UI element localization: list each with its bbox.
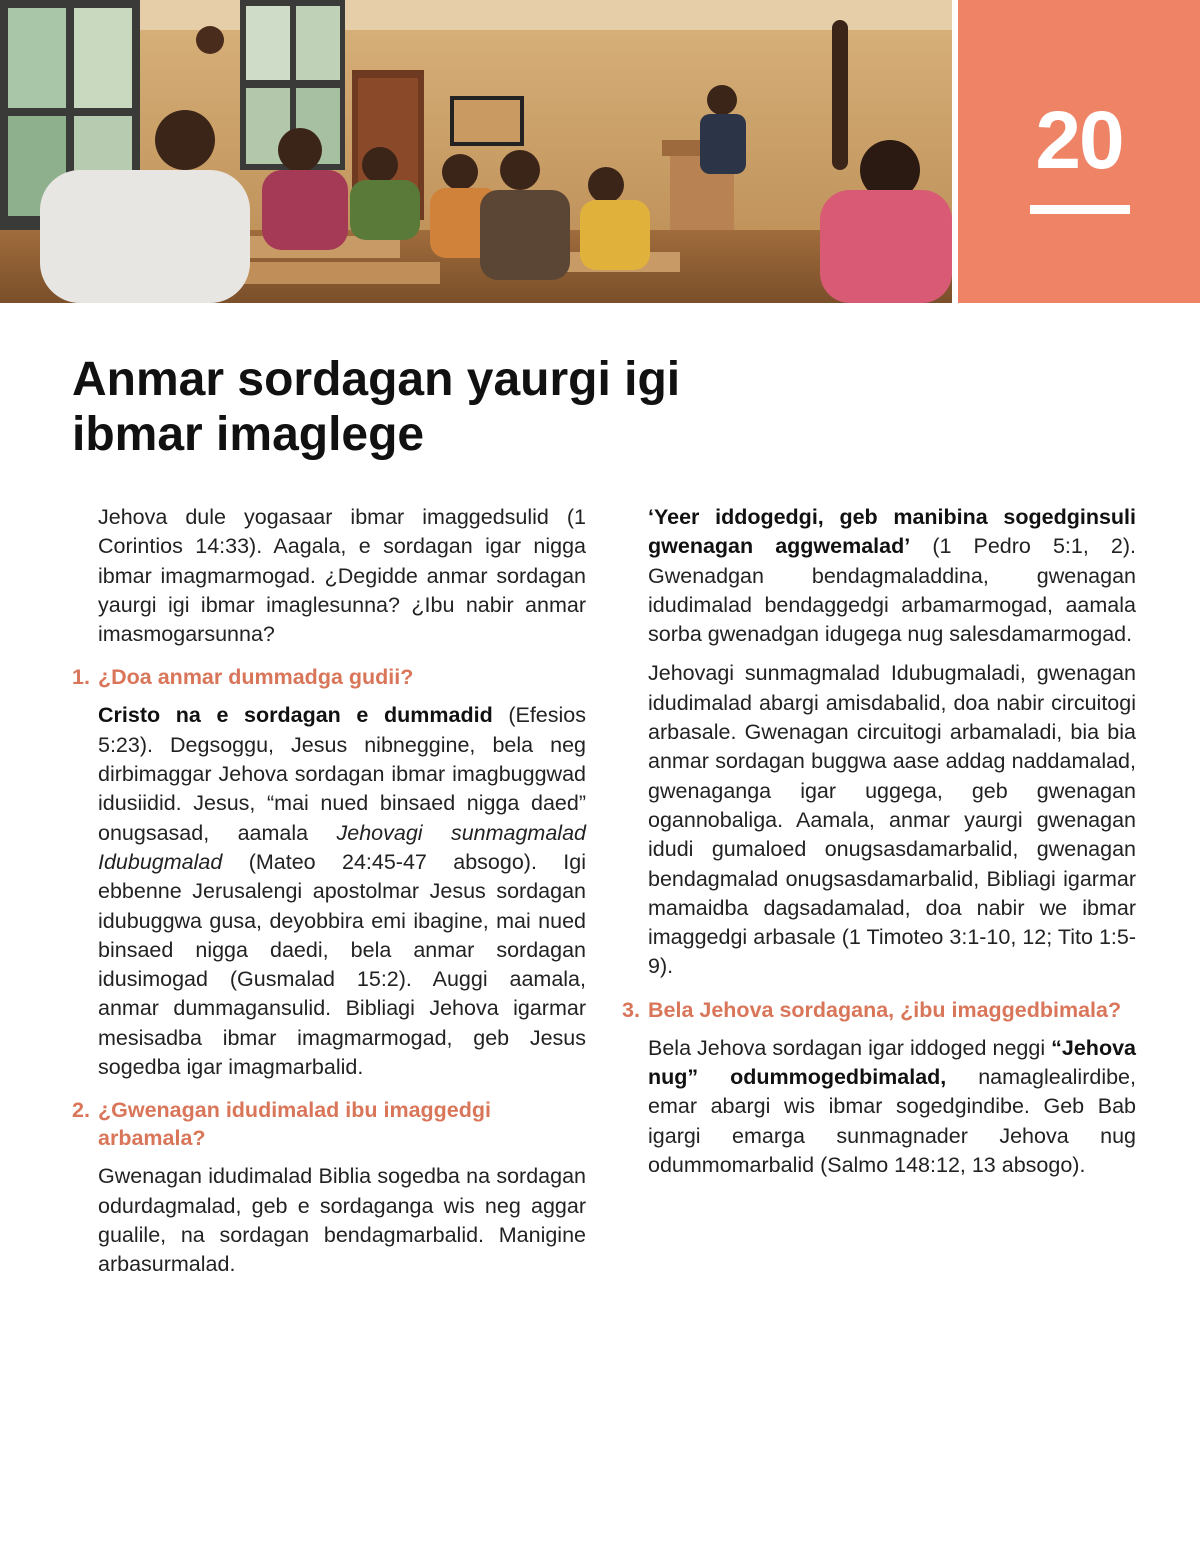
text-run: Gwenagan idudimalad Biblia sogedba na sordagan odurdagmalad, geb e sordaganga wis neg aggar gualile, na sordagan bendagmarbalid. Manigine arbasurmalad. <box>98 1164 586 1277</box>
right-column <box>622 503 1136 1190</box>
italic-text: Jehovagi sunmagmalad Idubugmalad <box>98 820 586 874</box>
text-run: (Mateo 24:45-47 absogo). Igi ebbenne Jerusalengi apostolmar Jesus sordagan idubuggwa gusa, deyobbira emi ibagine, mai nued binsaed nigga daedi, bela anmar sordagan idusimogad (Gusmalad 15:2). Auggi aamala, anmar dummagansulid. Bibliagi Jehova igarmar mesisadba ibmar imagmarmogad, geb Jesus sogedba igar imagmarbalid. <box>98 849 586 1080</box>
bold-text: “Jehova nug” odummogedbimalad, <box>648 1035 1136 1090</box>
section-title: ¿Doa anmar dummadga gudii? <box>98 665 414 690</box>
section-2-paragraph-2: Jehovagi sunmagmalad Idubugmaladi, gwenagan idudimalad abargi amisdabalid, doa nabir circuitogi arbasale. Gwenagan circuitogi arbamaladi, bia bia anmar sordagan buggwa aase addag naddamalad, gwenaganga igar uggega, geb gwenagan ogannobaliga. Aamala, anmar yaurgi gwenagan idudi gumaloed onugsasdamarbalid, gwenagan bendagmalad onugsasdamarbalid, Bibliagi igarmar mamaidba dagsadamalad, doa nabir we ibmar imaggedgi arbasale (1 Timoteo 3:1-10, 12; Tito 1:5-9). <box>648 661 1136 979</box>
left-column <box>72 503 586 1290</box>
intro-paragraph: Jehova dule yogasaar ibmar imaggedsulid (1 Corintios 14:33). Aagala, e sordagan igar nigga ibmar imagmarmogad. ¿Degidde anmar sordagan yaurgi igi ibmar imaglesunna? ¿Ibu nabir anmar imasmogarsunna? <box>98 505 586 647</box>
section-number: 3. <box>622 997 640 1022</box>
chapter-number: 20 <box>1035 95 1123 186</box>
page-title: Anmar sordagan yaurgi igi ibmar imaglege <box>72 353 681 461</box>
text-run: Bela Jehova sordagan igar iddoged neggi <box>648 1035 1052 1060</box>
chapter-rule <box>1030 205 1130 214</box>
section-number: 2. <box>72 1098 90 1123</box>
bold-text: ‘Yeer iddogedgi, geb manibina sogedginsuli gwenagan aggwemalad’ <box>648 505 1136 559</box>
section-number: 1. <box>72 665 90 690</box>
header-photo <box>0 0 952 303</box>
section-title: Bela Jehova sordagana, ¿ibu imaggedbimala? <box>648 997 1122 1022</box>
text-run: (1 Pedro 5:1, 2). Gwenadgan bendagmaladdina, gwenagan idudimalad bendaggedgi arbamarmogad, aamala sorba gwenadgan idugega nug salesdamarmogad. <box>648 534 1136 647</box>
section-title: ¿Gwenagan idudimalad ibu imaggedgi arbamala? <box>98 1098 492 1151</box>
section-heading-3 <box>622 996 1136 1024</box>
section-1-paragraph <box>98 701 586 1082</box>
section-3-paragraph <box>648 1034 1136 1180</box>
text-run: namaglealirdibe, emar abargi wis ibmar sogedgindibe. Geb Bab igargi emarga sunmagnader Jehova nug odummomarbalid (Salmo 148:12, 13 absogo). <box>648 1065 1136 1177</box>
chapter-number-box <box>958 0 1200 303</box>
bold-text: Cristo na e sordagan e dummadid <box>98 703 493 728</box>
section-2-paragraph-1 <box>98 1162 586 1279</box>
congregation-meeting-illustration <box>0 0 952 303</box>
section-heading-2 <box>72 1096 586 1152</box>
section-2-paragraph-1-cont <box>648 503 1136 649</box>
text-run: (Efesios 5:23). Degsoggu, Jesus nibneggine, bela neg dirbimaggar Jehova sordagan ibmar imagbuggwad idusiidid. Jesus, “mai nued binsaed nigga daed” onugsasad, aamala <box>98 703 586 845</box>
section-heading-1 <box>72 663 586 691</box>
